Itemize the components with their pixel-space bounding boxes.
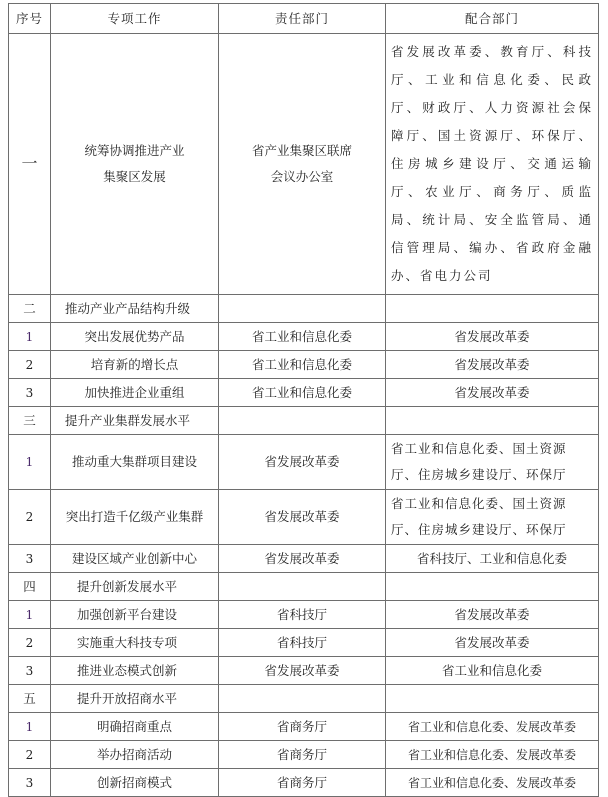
row-lead: 省科技厅 (219, 601, 386, 629)
row-task: 提升创新发展水平 (51, 573, 219, 601)
row-task: 举办招商活动 (51, 741, 219, 769)
row-coop (386, 407, 599, 435)
row-lead: 省工业和信息化委 (219, 351, 386, 379)
row-coop: 省发展改革委 (386, 379, 599, 407)
row-coop (386, 685, 599, 713)
row-task: 加强创新平台建设 (51, 601, 219, 629)
row-lead: 省产业集聚区联席会议办公室 (219, 34, 386, 295)
header-row (9, 4, 599, 34)
section-row (9, 573, 599, 601)
row-no: 3 (9, 379, 51, 407)
table-row (9, 769, 599, 797)
row-no: 3 (9, 769, 51, 797)
table-row (9, 545, 599, 573)
section-row (9, 407, 599, 435)
row-coop: 省科技厅、工业和信息化委 (386, 545, 599, 573)
row-task: 推动产业产品结构升级 (51, 295, 219, 323)
row-coop: 省发展改革委 (386, 323, 599, 351)
row-no: 1 (9, 601, 51, 629)
row-lead (219, 573, 386, 601)
row-no: 2 (9, 741, 51, 769)
row-lead (219, 295, 386, 323)
row-no: 3 (9, 545, 51, 573)
row-task: 实施重大科技专项 (51, 629, 219, 657)
table-row (9, 601, 599, 629)
table-row (9, 34, 599, 295)
row-coop: 省工业和信息化委、发展改革委 (386, 741, 599, 769)
row-task: 突出打造千亿级产业集群 (51, 490, 219, 545)
row-no: 五 (9, 685, 51, 713)
table-row (9, 713, 599, 741)
row-task: 加快推进企业重组 (51, 379, 219, 407)
row-coop: 省工业和信息化委、发展改革委 (386, 713, 599, 741)
row-coop: 省发展改革委 (386, 629, 599, 657)
row-task: 推进业态模式创新 (51, 657, 219, 685)
row-task: 明确招商重点 (51, 713, 219, 741)
row-lead: 省工业和信息化委 (219, 379, 386, 407)
row-no: 四 (9, 573, 51, 601)
row-task: 推动重大集群项目建设 (51, 435, 219, 490)
row-coop: 省工业和信息化委、发展改革委 (386, 769, 599, 797)
row-no: 2 (9, 490, 51, 545)
row-task: 培育新的增长点 (51, 351, 219, 379)
row-coop (386, 295, 599, 323)
row-task: 统筹协调推进产业集聚区发展 (51, 34, 219, 295)
header-no: 序号 (9, 4, 51, 34)
row-coop: 省发展改革委 (386, 601, 599, 629)
row-no: 三 (9, 407, 51, 435)
row-no: 1 (9, 713, 51, 741)
row-coop: 省发展改革委 (386, 351, 599, 379)
row-no: 2 (9, 629, 51, 657)
row-lead: 省商务厅 (219, 713, 386, 741)
task-responsibility-table (8, 3, 599, 797)
table-row (9, 435, 599, 490)
row-lead (219, 685, 386, 713)
table-row (9, 379, 599, 407)
row-lead: 省发展改革委 (219, 545, 386, 573)
table-row (9, 351, 599, 379)
row-lead: 省科技厅 (219, 629, 386, 657)
table-row (9, 323, 599, 351)
row-coop: 省发展改革委、教育厅、科技厅、工业和信息化委、民政厅、财政厅、人力资源社会保障厅、国土资源厅、环保厅、住房城乡建设厅、交通运输厅、农业厅、商务厅、质监局、统计局、安全监管局、通信管理局、编办、省政府金融办、省电力公司 (386, 34, 599, 295)
table-row (9, 490, 599, 545)
header-coop-dept: 配合部门 (386, 4, 599, 34)
row-lead: 省发展改革委 (219, 435, 386, 490)
row-coop (386, 573, 599, 601)
row-no: 2 (9, 351, 51, 379)
row-no: 二 (9, 295, 51, 323)
row-no: 1 (9, 323, 51, 351)
table-row (9, 741, 599, 769)
row-lead: 省发展改革委 (219, 490, 386, 545)
row-task: 提升产业集群发展水平 (51, 407, 219, 435)
row-coop: 省工业和信息化委 (386, 657, 599, 685)
row-coop: 省工业和信息化委、国土资源厅、住房城乡建设厅、环保厅 (386, 435, 599, 490)
row-lead: 省商务厅 (219, 769, 386, 797)
row-lead: 省发展改革委 (219, 657, 386, 685)
table-row (9, 629, 599, 657)
row-task: 建设区域产业创新中心 (51, 545, 219, 573)
row-lead: 省工业和信息化委 (219, 323, 386, 351)
header-task: 专项工作 (51, 4, 219, 34)
table-row (9, 657, 599, 685)
row-lead (219, 407, 386, 435)
section-row (9, 685, 599, 713)
row-no: 3 (9, 657, 51, 685)
row-task: 提升开放招商水平 (51, 685, 219, 713)
row-task: 创新招商模式 (51, 769, 219, 797)
section-row (9, 295, 599, 323)
row-coop: 省工业和信息化委、国土资源厅、住房城乡建设厅、环保厅 (386, 490, 599, 545)
row-task: 突出发展优势产品 (51, 323, 219, 351)
header-lead-dept: 责任部门 (219, 4, 386, 34)
row-no: 1 (9, 435, 51, 490)
row-lead: 省商务厅 (219, 741, 386, 769)
row-no: 一 (9, 34, 51, 295)
